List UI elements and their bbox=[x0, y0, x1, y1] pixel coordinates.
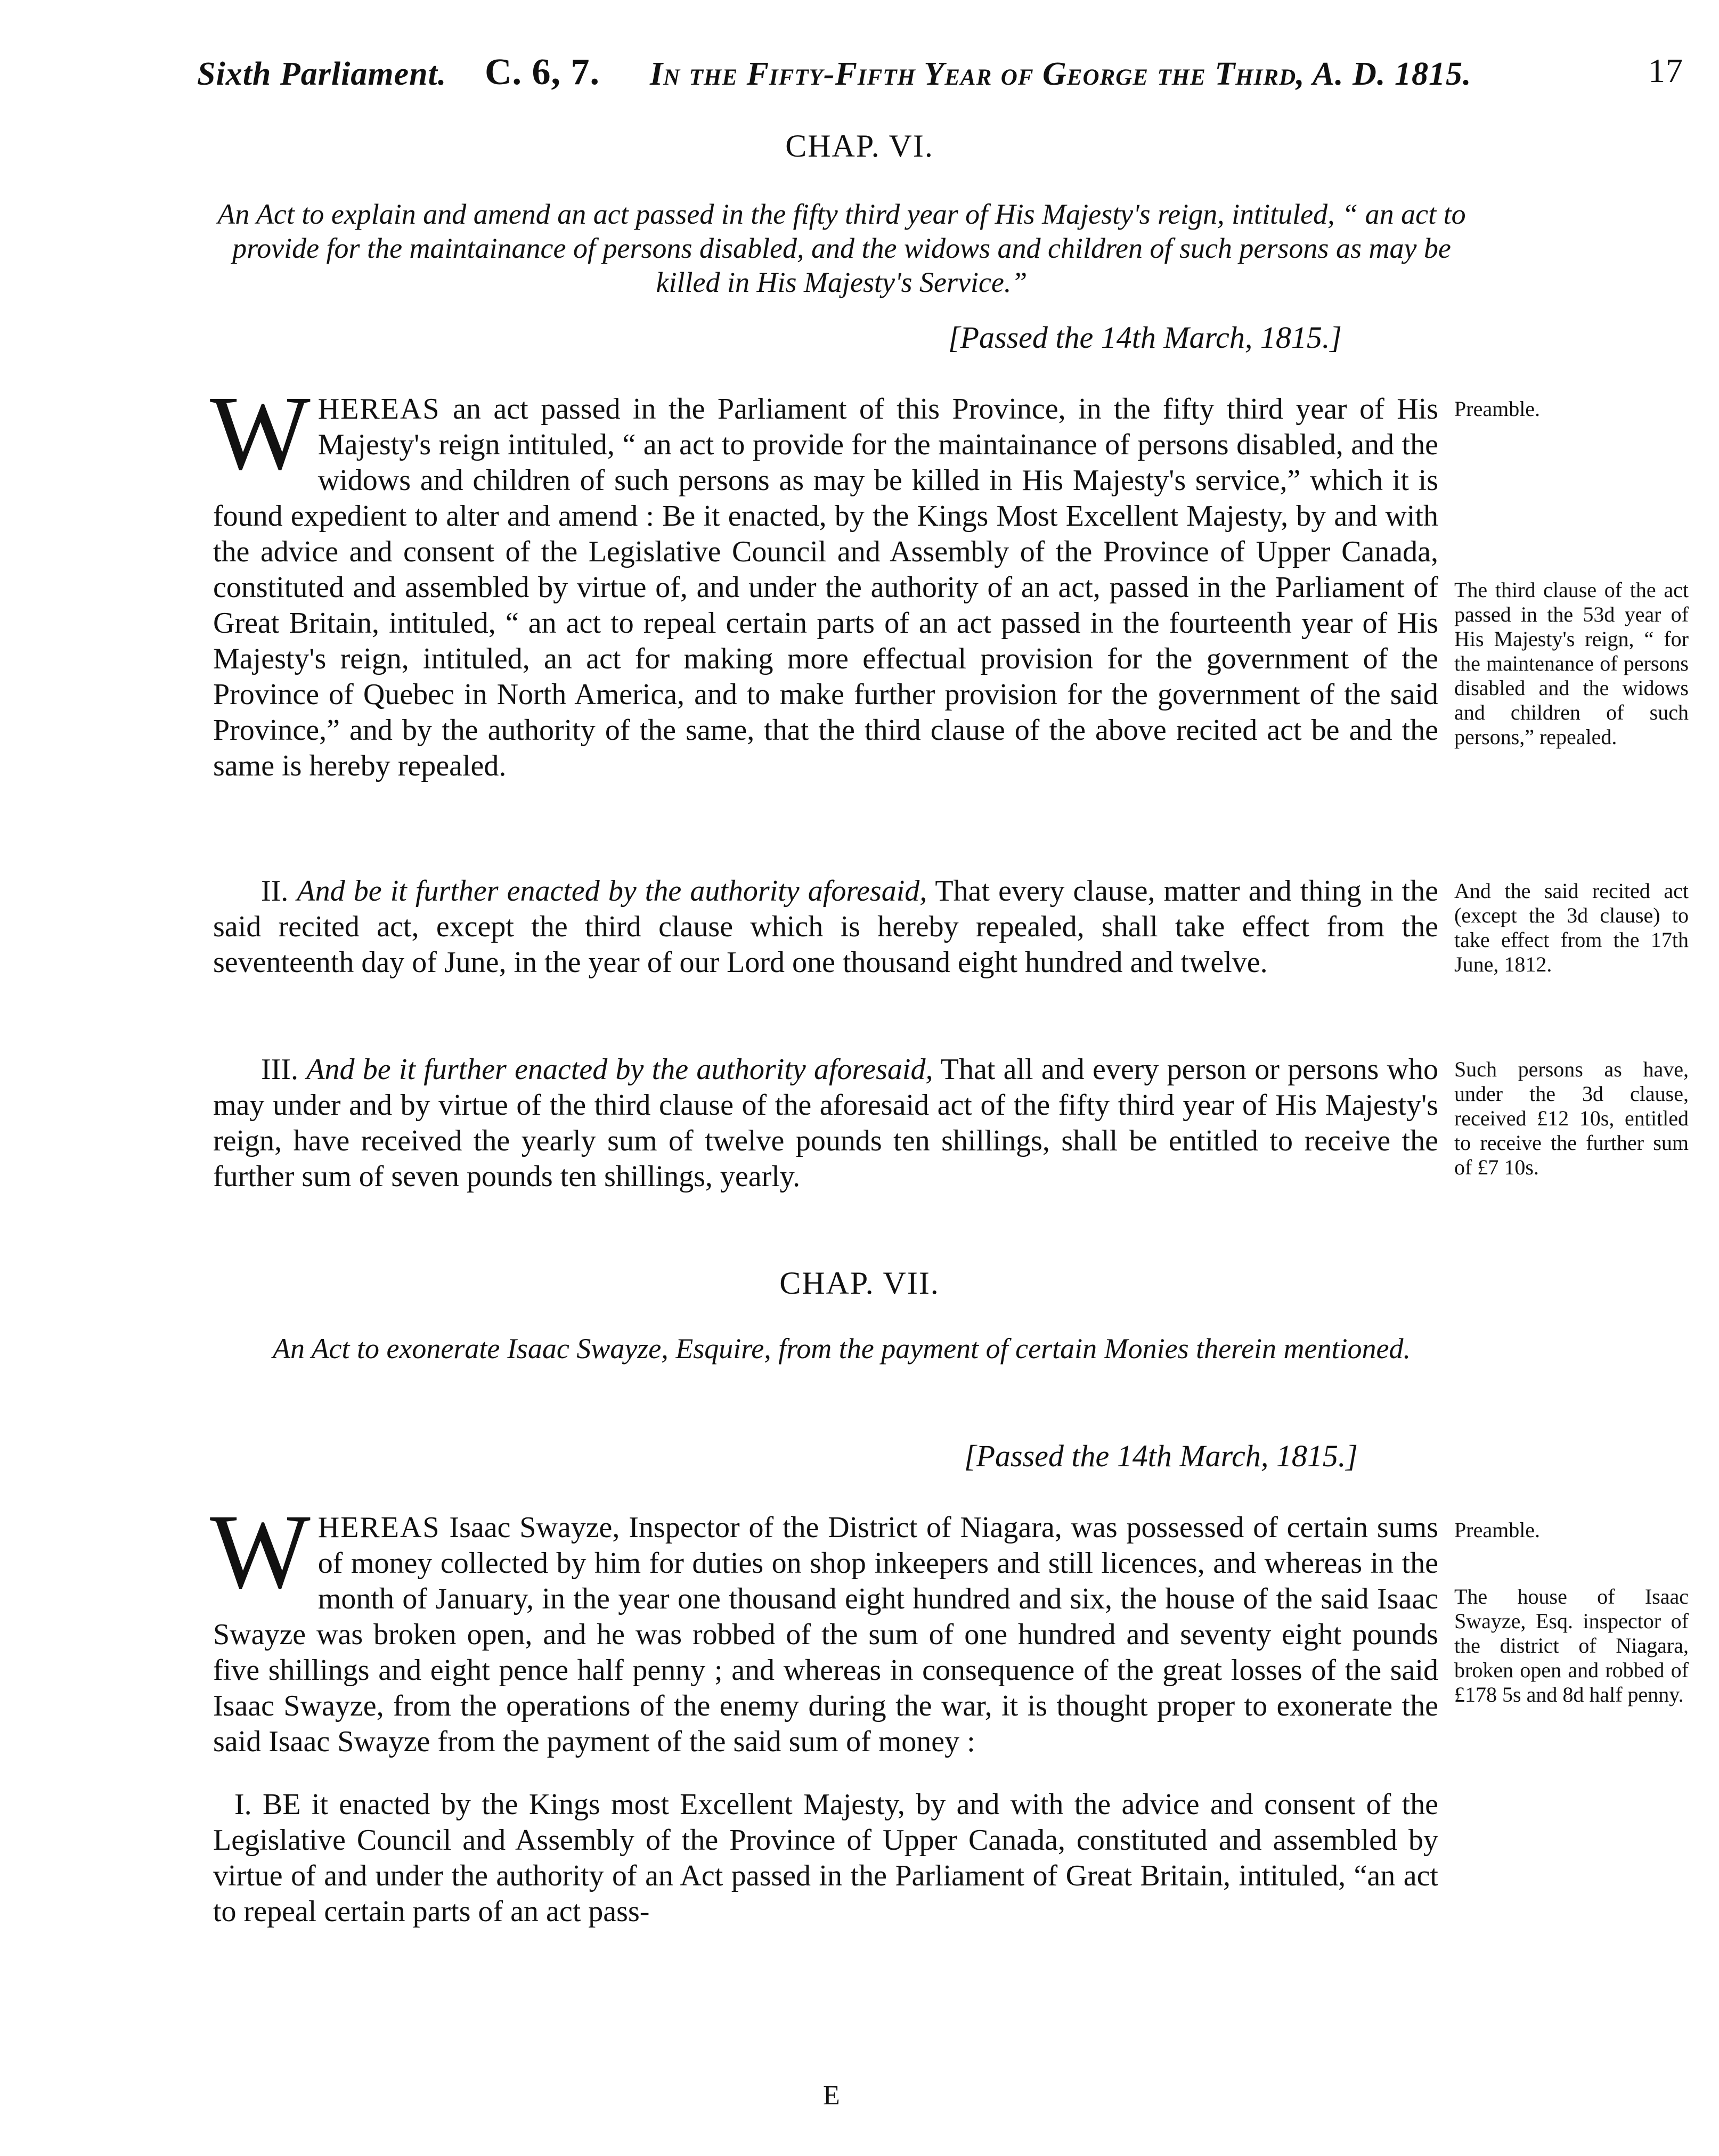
chapter-7-passed-date: [Passed the 14th March, 1815.] bbox=[964, 1439, 1358, 1473]
marginal-note-repeal: The third clause of the act passed in the 53d year of His Majesty's reign, “ for the maintenance of persons disabled and the widows and children of such persons,” repealed. bbox=[1454, 578, 1689, 749]
chapter-7-dropcap: W bbox=[210, 1493, 311, 1611]
chapter-6-dropcap: W bbox=[210, 374, 311, 492]
marginal-note-house: The house of Isaac Swayze, Esq. inspector of the district of Niagara, broken open and robbed of £178 5s and 8d half penny. bbox=[1454, 1585, 1689, 1706]
clause-3-text: That all and every person or persons who may under and by virtue of the third clause of the aforesaid act of the fifty third year of His Majesty's reign, have received the yearly sum of twelve pounds ten shillings, shall be entitled to receive the further sum of seven pounds ten shillings, yearly. bbox=[213, 1053, 1439, 1193]
chapter-6-clause-2 bbox=[213, 873, 1438, 981]
chapter-6-clause-3 bbox=[213, 1052, 1438, 1195]
marginal-note-preamble-7: Preamble. bbox=[1454, 1518, 1541, 1542]
chapter-7-clause-1 bbox=[213, 1787, 1438, 1930]
chapter-6-passed-date: [Passed the 14th March, 1815.] bbox=[948, 320, 1342, 355]
clause-2-lead: And be it further enacted by the authority aforesaid, bbox=[297, 875, 927, 908]
marginal-note-persons: Such persons as have, under the 3d clause, received £12 10s, entitled to receive the further sum of £7 10s. bbox=[1454, 1057, 1689, 1179]
clause-1-number: I. bbox=[234, 1788, 252, 1821]
running-header bbox=[197, 51, 1683, 99]
chapter-7-preamble bbox=[210, 1493, 1438, 1760]
chapter-7-preamble-lead: HEREAS bbox=[317, 1511, 441, 1544]
clause-1-text: BE it enacted by the Kings most Excellent Majesty, by and with the advice and consent of the Legislative Council and Assembly of the Province of Upper Canada, constituted and assembled by virtue of and under the authority of an Act passed in the Parliament of Great Britain, intituled, “an act to repeal certain parts of an act pass- bbox=[213, 1788, 1438, 1928]
page-number: 17 bbox=[1648, 52, 1683, 89]
chapter-6-preamble bbox=[210, 374, 1438, 784]
catchword: E bbox=[823, 2080, 840, 2111]
clause-3-number: III. bbox=[261, 1053, 298, 1086]
session-label: Sixth Parliament. bbox=[197, 56, 447, 92]
clause-2-text: That every clause, matter and thing in the said recited act, except the third clause which is hereby repealed, shall take effect from the seventeenth day of June, in the year of our Lord one thousand eight hundred and twelve. bbox=[213, 875, 1439, 979]
chapter-numbers: C. 6, 7. bbox=[485, 52, 600, 93]
chapter-6-preamble-text: an act passed in the Parliament of this Province, in the fifty third year of His Majesty's reign intituled, “ an act to provide for the maintainance of persons disabled, and the widows and children of such persons as may be killed in His Majesty's service,” which it is found expedient to alter and amend : Be it enacted, by the Kings Most Excellent Majesty, by and with the advice and consent of the Legislative Council and Assembly of the Province of Upper Canada, constituted and assembled by virtue of, and under the authority of an act, passed in the Parliament of Great Britain, intituled, “ an act to repeal certain parts of an act passed in the fourteenth year of His Majesty's reign, intituled, an act for making more effectual provision for the government of the Province of Quebec in North America, and to make further provision for the government of the said Province,” and by the authority of the same, that the third clause of the above recited act be and the same is hereby repealed. bbox=[213, 393, 1438, 782]
reign-line: In the Fifty-Fifth Year of George the Third, A. D. 1815. bbox=[650, 56, 1472, 92]
marginal-note-effect: And the said recited act (except the 3d clause) to take effect from the 17th June, 1812. bbox=[1454, 879, 1689, 976]
chapter-6-heading: CHAP. VI. bbox=[785, 128, 934, 164]
chapter-6-act-title: An Act to explain and amend an act passed in the fifty third year of His Majesty's reign, intituled, “ an act to provide for the maintainance of persons disabled, and the widows and children of such persons as may be killed in His Majesty's Service.” bbox=[217, 198, 1466, 298]
chapter-7-act-title: An Act to exonerate Isaac Swayze, Esquire, from the payment of certain Monies therein mentioned. bbox=[272, 1333, 1411, 1365]
chapter-7-preamble-text: Isaac Swayze, Inspector of the District of Niagara, was possessed of certain sums of money collected by him for duties on shop inkeepers and still licences, and whereas in the month of January, in the year one thousand eight hundred and six, the house of the said Isaac Swayze was broken open, and he was robbed of the sum of one hundred and seventy eight pounds five shillings and eight pence half penny ; and whereas in consequence of the great losses of the said Isaac Swayze, from the operations of the enemy during the war, it is thought proper to exonerate the said Isaac Swayze from the payment of the said sum of money : bbox=[213, 1511, 1438, 1758]
clause-3-lead: And be it further enacted by the authority aforesaid, bbox=[306, 1053, 933, 1086]
chapter-6-preamble-lead: HEREAS bbox=[317, 393, 441, 426]
clause-2-number: II. bbox=[261, 875, 289, 908]
chapter-7-heading: CHAP. VII. bbox=[779, 1265, 940, 1301]
marginal-note-preamble-6: Preamble. bbox=[1454, 397, 1541, 421]
